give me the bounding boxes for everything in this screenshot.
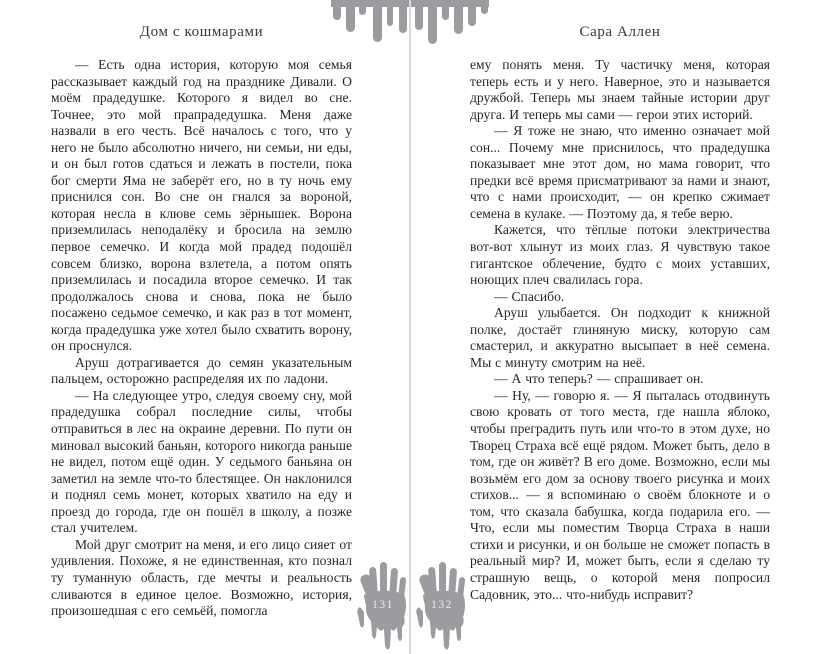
right-page-number-mark (413, 561, 471, 653)
paragraph: Кажется, что тёплые потоки электричества вот-вот хлынут из моих глаз. Я чувствую такое гигантское облечение, будто с моих уставших, ноющих плеч свалилась гора. (470, 222, 770, 288)
paragraph: Аруш дотрагивается до семян указательным пальцем, осторожно распределяя их по ладони. (51, 354, 352, 387)
left-page-number: 131 (372, 599, 394, 611)
paragraph: — Ну, — говорю я. — Я пыталась отодвинуть свою кровать от того места, где нашла яблоко, чтобы преградить путь или что-то в этом духе, но Творец Страха всё ещё рядом. Может быть, дело в том, где он живёт? В его доме. Возможно, если мы возьмём его дом за основу твоего рисунка и моих стихов... — я вспоминаю о своём блокноте и о том, что сказала бабушка, когда подарила его. — Что, если мы поместим Творца Страха в наши стихи и рисунки, и он больше не сможет попасть в реальный мир? И, может быть, если я сделаю ту страшную вещь, о которой меня попросил Садовник, это... что-нибудь исправит? (470, 387, 770, 602)
left-page (51, 24, 352, 620)
paragraph: ему понять меня. Ту частичку меня, которая теперь есть и у него. Наверное, это и называется дружбой. Теперь мы знаем тайные истории друг друга. И теперь мы сами — герои этих историй. (470, 57, 770, 122)
paragraph: Аруш улыбается. Он подходит к книжной полке, достаёт глиняную миску, которую сам смастерил, и аккуратно высыпает в неё семена. Мы с минуту смотрим на неё. (470, 305, 770, 370)
paragraph: — А что теперь? — спрашивает он. (494, 371, 704, 387)
right-page-text (470, 57, 770, 603)
paragraph: — Спасибо. (494, 288, 565, 304)
left-running-head: Дом с кошмарами (139, 24, 264, 40)
paragraph: — Есть одна история, которую моя семья рассказывает каждый год на празднике Дивали. О моём прадедушке. Которого я видел во сне. Точнее, это мой прапрадедушка. Меня даже назвали в его честь. Всё началось с того, что у него не было абсолютно ничего, ни семьи, ни еды, и он был готов сдаться и лежать в постели, пока бог смерти Яма не заберёт его, но в ту ночь ему приснился сон. Во сне он гнался за вороной, которая несла в клюве семь зёрнышек. Ворона приземлилась неподалёку и бросила на землю первое семечко. И когда мой прадед подошёл совсем близко, ворона взлетела, а потом опять приземлилась и посадила второе семечко. И так продолжалось снова и снова, пока не было посажено седьмое семечко, и как раз в тот момент, когда прадедушка уже хотел было схватить ворону, он проснулся. (51, 57, 352, 354)
right-page-number: 132 (431, 599, 453, 611)
paragraph: Мой друг смотрит на меня, и его лицо сияет от удивления. Похоже, я не единственная, кто познал ту туманную область, где мечты и реальность сливаются в единое целое. Возможно, история, произошедшая с его семьёй, помогла (51, 536, 352, 619)
paragraph: — Я тоже не знаю, что именно означает мой сон... Почему мне приснилось, что прадедушка показывает мне этот дом, но мама говорит, что предки всё время присматривают за нами и знают, что с нами происходит, — он крепко сжимает семена в кулаке. — Поэтому да, я тебе верю. (470, 123, 770, 221)
right-running-head: Сара Аллен (579, 24, 661, 40)
paragraph: — На следующее утро, следуя своему сну, мой прадедушка собрал последние силы, чтобы отправиться в лес на окраине деревни. По пути он миновал высокий баньян, которого никогда раньше не видел, потом ещё один. У седьмого баньяна он заметил на земле что-то блестящее. Он наклонился и поднял семь монет, которых хватило на еду и проезд до города, где он пошёл в школу, а позже стал учителем. (51, 387, 352, 536)
left-page-number-mark (354, 561, 412, 653)
left-page-text (51, 57, 352, 620)
right-page (470, 24, 770, 603)
page-gutter-divider (409, 0, 411, 654)
